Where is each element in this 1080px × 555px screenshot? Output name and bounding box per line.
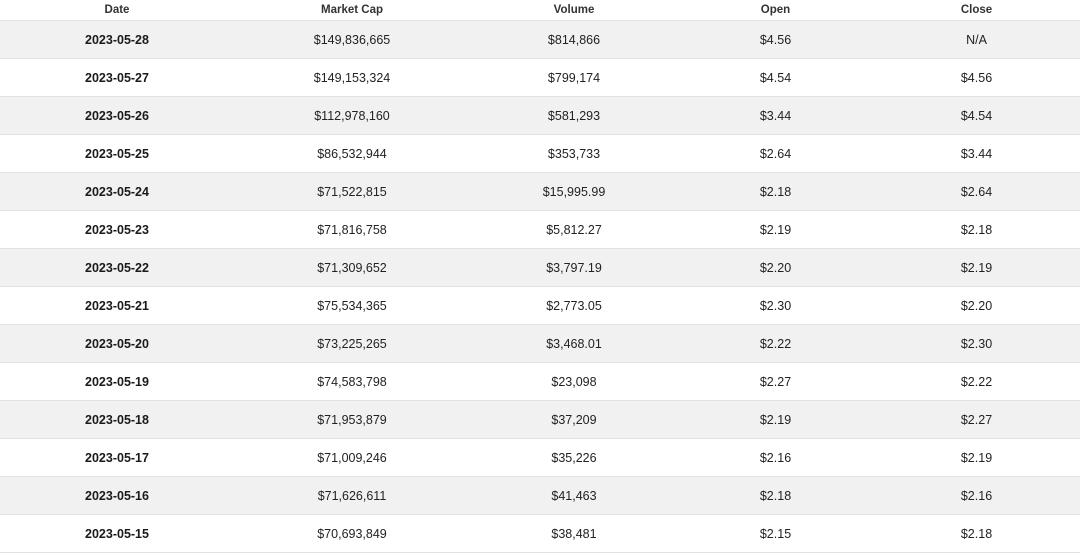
close-cell: $2.18 bbox=[873, 211, 1080, 249]
volume-cell: $5,812.27 bbox=[470, 211, 678, 249]
open-cell: $2.27 bbox=[678, 363, 873, 401]
volume-cell: $38,481 bbox=[470, 515, 678, 553]
column-header-volume[interactable]: Volume bbox=[553, 4, 595, 16]
table-row bbox=[0, 287, 1080, 325]
volume-cell: $37,209 bbox=[470, 401, 678, 439]
market-cap-cell: $112,978,160 bbox=[234, 97, 470, 135]
close-cell: $2.19 bbox=[873, 249, 1080, 287]
column-header-date[interactable]: Date bbox=[104, 4, 130, 16]
market-cap-cell: $149,153,324 bbox=[234, 59, 470, 97]
volume-cell: $3,797.19 bbox=[470, 249, 678, 287]
open-cell: $2.16 bbox=[678, 439, 873, 477]
table-row bbox=[0, 325, 1080, 363]
table-row bbox=[0, 363, 1080, 401]
table-row bbox=[0, 439, 1080, 477]
date-cell: 2023-05-25 bbox=[0, 135, 234, 173]
date-cell: 2023-05-24 bbox=[0, 173, 234, 211]
market-cap-cell: $86,532,944 bbox=[234, 135, 470, 173]
table-row bbox=[0, 249, 1080, 287]
market-cap-cell: $149,836,665 bbox=[234, 21, 470, 59]
open-cell: $2.64 bbox=[678, 135, 873, 173]
market-cap-cell: $71,522,815 bbox=[234, 173, 470, 211]
date-cell: 2023-05-15 bbox=[0, 515, 234, 553]
open-cell: $2.19 bbox=[678, 211, 873, 249]
column-header-close[interactable]: Close bbox=[960, 4, 993, 16]
close-cell: $2.22 bbox=[873, 363, 1080, 401]
close-cell: $2.20 bbox=[873, 287, 1080, 325]
open-cell: $4.56 bbox=[678, 21, 873, 59]
market-cap-cell: $75,534,365 bbox=[234, 287, 470, 325]
market-cap-cell: $70,693,849 bbox=[234, 515, 470, 553]
market-cap-cell: $71,816,758 bbox=[234, 211, 470, 249]
date-cell: 2023-05-23 bbox=[0, 211, 234, 249]
table-row bbox=[0, 59, 1080, 97]
market-cap-cell: $71,626,611 bbox=[234, 477, 470, 515]
date-cell: 2023-05-20 bbox=[0, 325, 234, 363]
date-cell: 2023-05-18 bbox=[0, 401, 234, 439]
date-cell: 2023-05-26 bbox=[0, 97, 234, 135]
volume-cell: $3,468.01 bbox=[470, 325, 678, 363]
date-cell: 2023-05-28 bbox=[0, 21, 234, 59]
volume-cell: $581,293 bbox=[470, 97, 678, 135]
open-cell: $2.15 bbox=[678, 515, 873, 553]
volume-cell: $41,463 bbox=[470, 477, 678, 515]
date-cell: 2023-05-16 bbox=[0, 477, 234, 515]
open-cell: $2.20 bbox=[678, 249, 873, 287]
volume-cell: $353,733 bbox=[470, 135, 678, 173]
volume-cell: $15,995.99 bbox=[470, 173, 678, 211]
close-cell: N/A bbox=[873, 21, 1080, 59]
close-cell: $2.18 bbox=[873, 515, 1080, 553]
close-cell: $2.16 bbox=[873, 477, 1080, 515]
table-row bbox=[0, 211, 1080, 249]
close-cell: $2.19 bbox=[873, 439, 1080, 477]
table-header-row bbox=[0, 0, 1080, 21]
volume-cell: $2,773.05 bbox=[470, 287, 678, 325]
market-cap-cell: $71,953,879 bbox=[234, 401, 470, 439]
open-cell: $2.18 bbox=[678, 477, 873, 515]
open-cell: $2.30 bbox=[678, 287, 873, 325]
open-cell: $4.54 bbox=[678, 59, 873, 97]
open-cell: $2.22 bbox=[678, 325, 873, 363]
close-cell: $4.56 bbox=[873, 59, 1080, 97]
table-row bbox=[0, 21, 1080, 59]
table-body bbox=[0, 21, 1080, 553]
close-cell: $2.64 bbox=[873, 173, 1080, 211]
date-cell: 2023-05-19 bbox=[0, 363, 234, 401]
market-cap-cell: $74,583,798 bbox=[234, 363, 470, 401]
table-row bbox=[0, 401, 1080, 439]
date-cell: 2023-05-22 bbox=[0, 249, 234, 287]
volume-cell: $814,866 bbox=[470, 21, 678, 59]
close-cell: $4.54 bbox=[873, 97, 1080, 135]
column-header-open[interactable]: Open bbox=[760, 4, 791, 16]
market-cap-cell: $71,009,246 bbox=[234, 439, 470, 477]
table-row bbox=[0, 515, 1080, 553]
volume-cell: $23,098 bbox=[470, 363, 678, 401]
table-row bbox=[0, 135, 1080, 173]
table-row bbox=[0, 97, 1080, 135]
open-cell: $2.18 bbox=[678, 173, 873, 211]
date-cell: 2023-05-17 bbox=[0, 439, 234, 477]
table-row bbox=[0, 173, 1080, 211]
open-cell: $2.19 bbox=[678, 401, 873, 439]
column-header-market-cap[interactable]: Market Cap bbox=[321, 4, 383, 16]
date-cell: 2023-05-27 bbox=[0, 59, 234, 97]
table-row bbox=[0, 477, 1080, 515]
date-cell: 2023-05-21 bbox=[0, 287, 234, 325]
open-cell: $3.44 bbox=[678, 97, 873, 135]
market-cap-cell: $73,225,265 bbox=[234, 325, 470, 363]
volume-cell: $35,226 bbox=[470, 439, 678, 477]
close-cell: $3.44 bbox=[873, 135, 1080, 173]
market-cap-cell: $71,309,652 bbox=[234, 249, 470, 287]
close-cell: $2.27 bbox=[873, 401, 1080, 439]
close-cell: $2.30 bbox=[873, 325, 1080, 363]
volume-cell: $799,174 bbox=[470, 59, 678, 97]
